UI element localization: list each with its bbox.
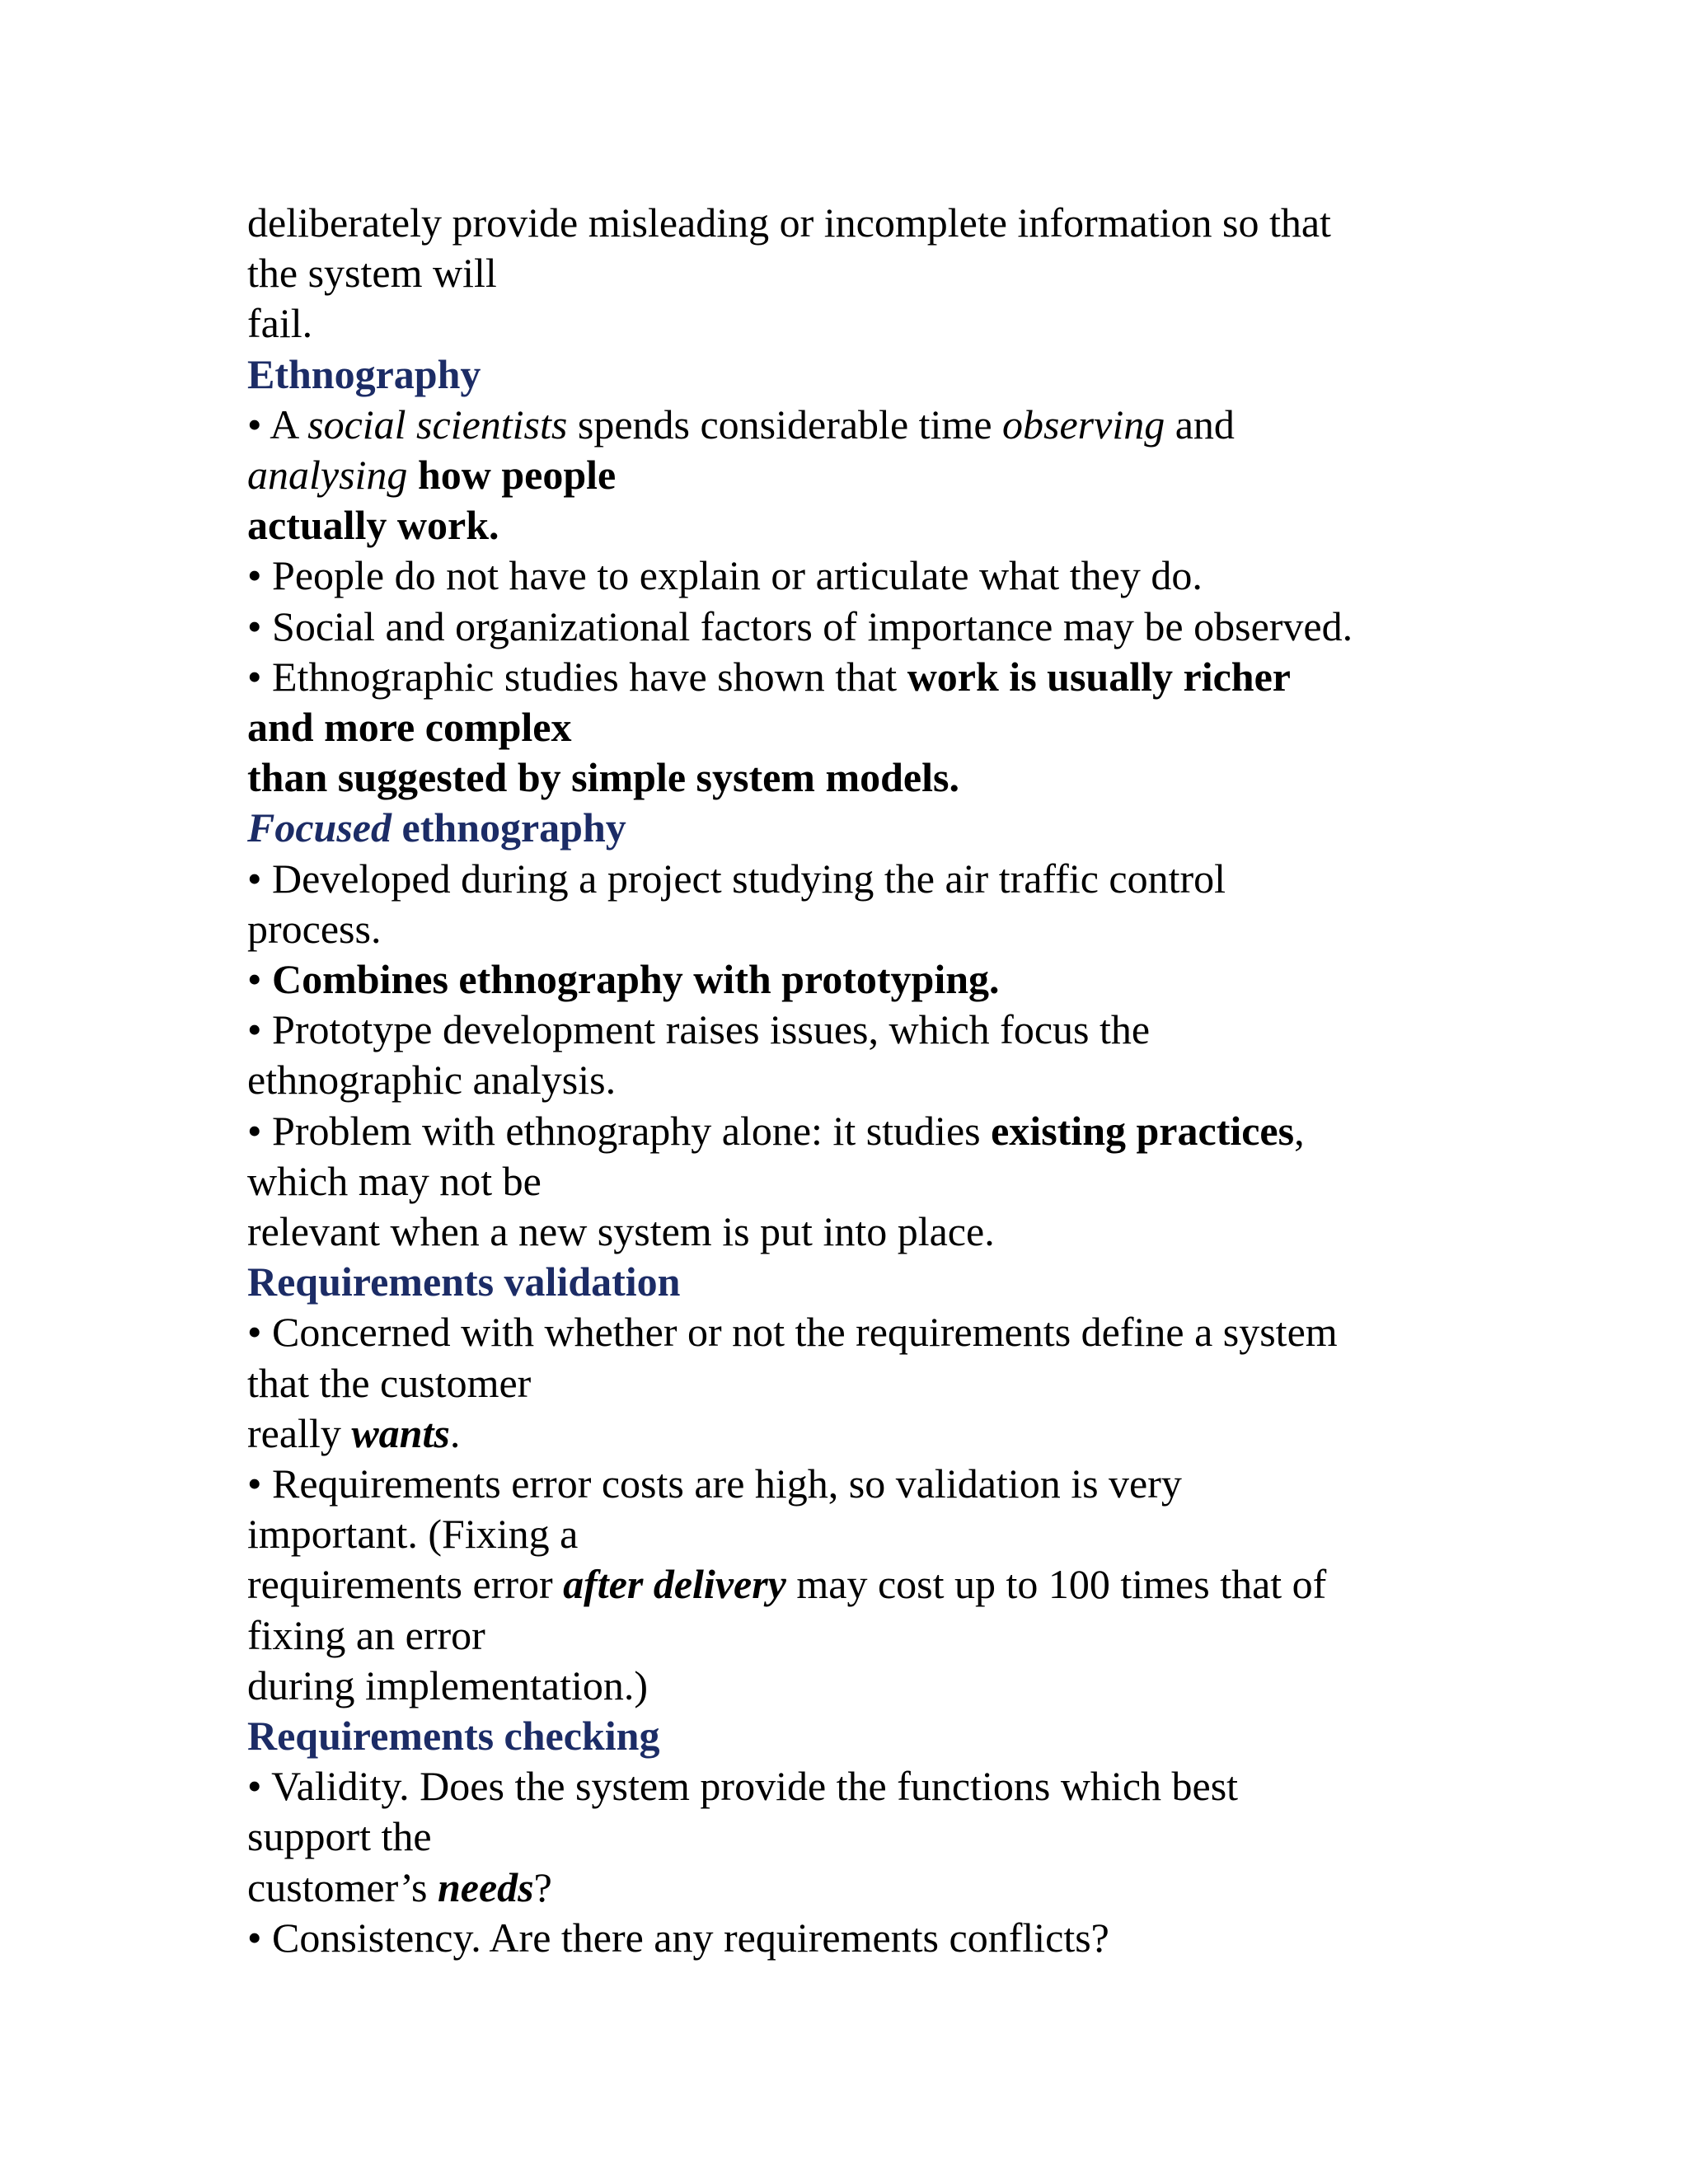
text-line (247, 652, 1291, 702)
text-run: spends considerable time (567, 401, 1003, 448)
text-run: observing (1002, 401, 1165, 448)
text-run: how people (407, 452, 617, 498)
text-run: • A (247, 401, 308, 448)
text-run: process. (247, 905, 382, 952)
text-line (247, 1055, 616, 1105)
text-run: ethnography (392, 804, 626, 851)
text-run: • Validity. Does the system provide the functions which best (247, 1763, 1239, 1810)
text-line (247, 1811, 432, 1862)
text-run: existing practices (991, 1107, 1295, 1154)
text-line (247, 1459, 1182, 1509)
text-run: requirements error (247, 1561, 564, 1608)
text-line (247, 904, 381, 954)
text-line (247, 400, 1235, 450)
text-run: social scientists (307, 401, 568, 448)
text-run: , (1294, 1107, 1305, 1154)
text-run: ethnographic analysis. (247, 1057, 617, 1104)
text-line (247, 1156, 542, 1207)
text-run: than suggested by simple system models. (247, 754, 959, 801)
text-line (247, 198, 1331, 248)
text-run: • Prototype development raises issues, which focus the (247, 1006, 1151, 1053)
text-run: and more complex (247, 704, 572, 750)
text-run: • Problem with ethnography alone: it studies (247, 1107, 992, 1154)
text-run: Requirements checking (247, 1713, 660, 1759)
text-line (247, 602, 1353, 652)
text-run: • Developed during a project studying the air traffic control (247, 855, 1226, 902)
text-run: fixing an error (247, 1611, 485, 1658)
text-run: which may not be (247, 1157, 542, 1204)
text-run: during implementation.) (247, 1661, 649, 1708)
text-run: • Social and organizational factors of importance may be observed. (247, 602, 1353, 649)
text-line (247, 1863, 552, 1913)
text-line (247, 752, 959, 803)
text-run: the system will (247, 250, 497, 297)
section-heading (247, 1257, 681, 1307)
text-run: work is usually richer (907, 653, 1291, 700)
text-line (247, 1559, 1326, 1610)
text-run: fail. (247, 300, 313, 347)
text-line (247, 1106, 1305, 1156)
text-run: relevant when a new system is put into place. (247, 1208, 995, 1254)
text-run: • Ethnographic studies have shown that (247, 653, 907, 700)
text-run: ? (533, 1863, 552, 1910)
text-line (247, 248, 497, 298)
text-run: deliberately provide misleading or incomplete information so that (247, 199, 1331, 246)
text-run: • (247, 956, 273, 1002)
text-run: that the customer (247, 1359, 532, 1406)
text-line (247, 1307, 1338, 1357)
text-run: . (449, 1409, 461, 1456)
text-run: support the (247, 1813, 432, 1860)
text-run: • Requirements error costs are high, so validation is very (247, 1460, 1182, 1507)
text-run: may cost up to 100 times that of (785, 1561, 1327, 1608)
text-run: Combines ethnography with prototyping. (272, 956, 1000, 1002)
text-run: customer’s (247, 1863, 438, 1910)
text-run: wants (351, 1409, 450, 1456)
text-line (247, 551, 1203, 601)
text-line (247, 1358, 531, 1408)
section-heading (247, 1711, 659, 1761)
text-line (247, 854, 1226, 904)
text-line (247, 702, 571, 752)
text-run: • People do not have to explain or articulate what they do. (247, 552, 1203, 599)
text-line (247, 1761, 1238, 1811)
text-line (247, 1005, 1150, 1055)
text-line (247, 954, 1000, 1005)
text-line (247, 1913, 1109, 1963)
text-line (247, 1408, 460, 1459)
text-run: Ethnography (247, 350, 481, 397)
text-run: analysing (247, 452, 408, 498)
text-run: actually work. (247, 502, 499, 549)
text-run: • Concerned with whether or not the requirements define a system (247, 1309, 1338, 1356)
text-run: after delivery (563, 1561, 786, 1608)
text-line (247, 1610, 485, 1661)
text-line (247, 1661, 648, 1711)
section-heading (247, 803, 626, 853)
text-run: and (1165, 401, 1235, 448)
text-line (247, 298, 312, 349)
text-run: Focused (247, 804, 392, 851)
text-run: really (247, 1409, 352, 1456)
text-run: • Consistency. Are there any requirements conflicts? (247, 1914, 1109, 1961)
section-heading (247, 349, 481, 400)
text-run: needs (437, 1863, 534, 1910)
text-line (247, 1207, 995, 1257)
text-line (247, 450, 616, 500)
text-line (247, 500, 499, 551)
text-line (247, 1509, 578, 1559)
text-run: important. (Fixing a (247, 1511, 579, 1558)
text-run: Requirements validation (247, 1258, 681, 1305)
